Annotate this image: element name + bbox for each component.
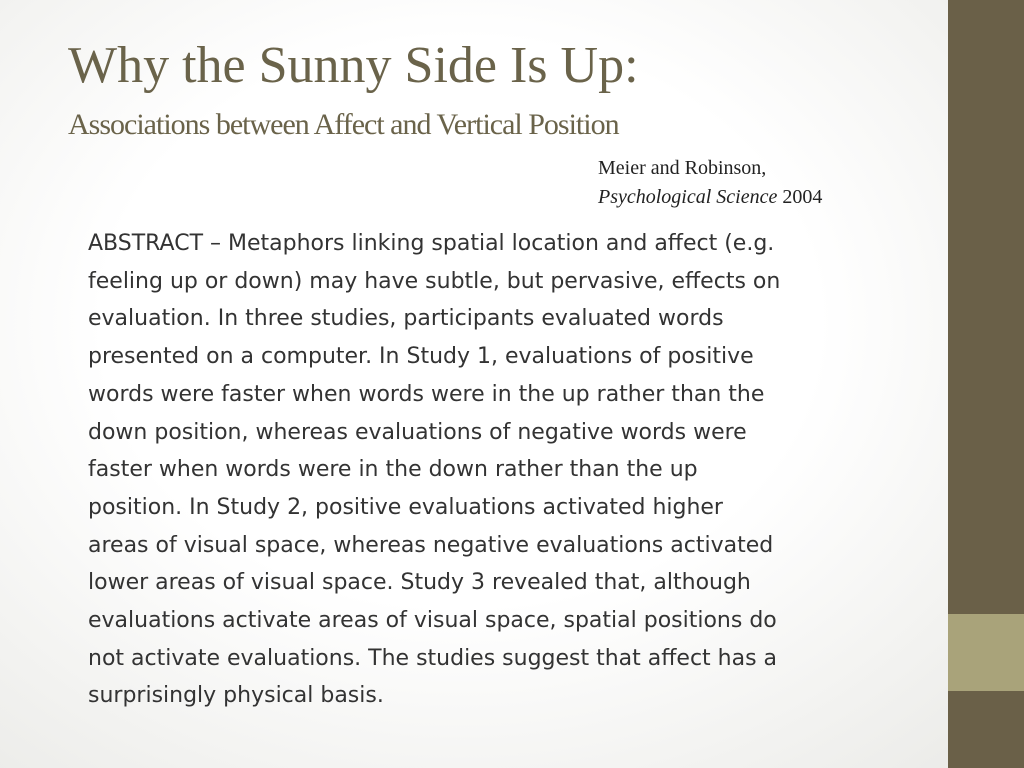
abstract-line: presented on a computer. In Study 1, evaluations of positive xyxy=(88,344,754,370)
citation xyxy=(598,154,938,212)
abstract-line: ABSTRACT – Metaphors linking spatial location and affect (e.g. xyxy=(88,231,775,256)
citation-source-line xyxy=(598,183,938,212)
abstract-line: evaluations activate areas of visual space, spatial positions do xyxy=(88,608,777,634)
citation-year: 2004 xyxy=(782,186,823,208)
slide-subtitle: Associations between Affect and Vertical Position xyxy=(68,108,619,141)
citation-journal: Psychological Science xyxy=(598,186,778,208)
abstract-line: lower areas of visual space. Study 3 revealed that, although xyxy=(88,570,751,596)
abstract-line: areas of visual space, whereas negative evaluations activated xyxy=(88,532,774,558)
abstract-text xyxy=(88,225,933,715)
abstract-line: faster when words were in the down rather than the up xyxy=(88,457,698,483)
abstract-line: evaluation. In three studies, participants evaluated words xyxy=(88,306,724,332)
citation-authors: Meier and Robinson, xyxy=(598,157,767,179)
abstract-line: words were faster when words were in the up rather than the xyxy=(88,381,765,407)
slide-title: Why the Sunny Side Is Up: xyxy=(68,37,639,94)
abstract-line: position. In Study 2, positive evaluations activated higher xyxy=(88,494,723,520)
abstract-line: surprisingly physical basis. xyxy=(88,683,384,709)
abstract-line: down position, whereas evaluations of negative words were xyxy=(88,419,747,445)
abstract-line: feeling up or down) may have subtle, but pervasive, effects on xyxy=(88,268,781,294)
abstract-line: not activate evaluations. The studies suggest that affect has a xyxy=(88,645,778,671)
sidebar-accent-block xyxy=(948,614,1024,691)
